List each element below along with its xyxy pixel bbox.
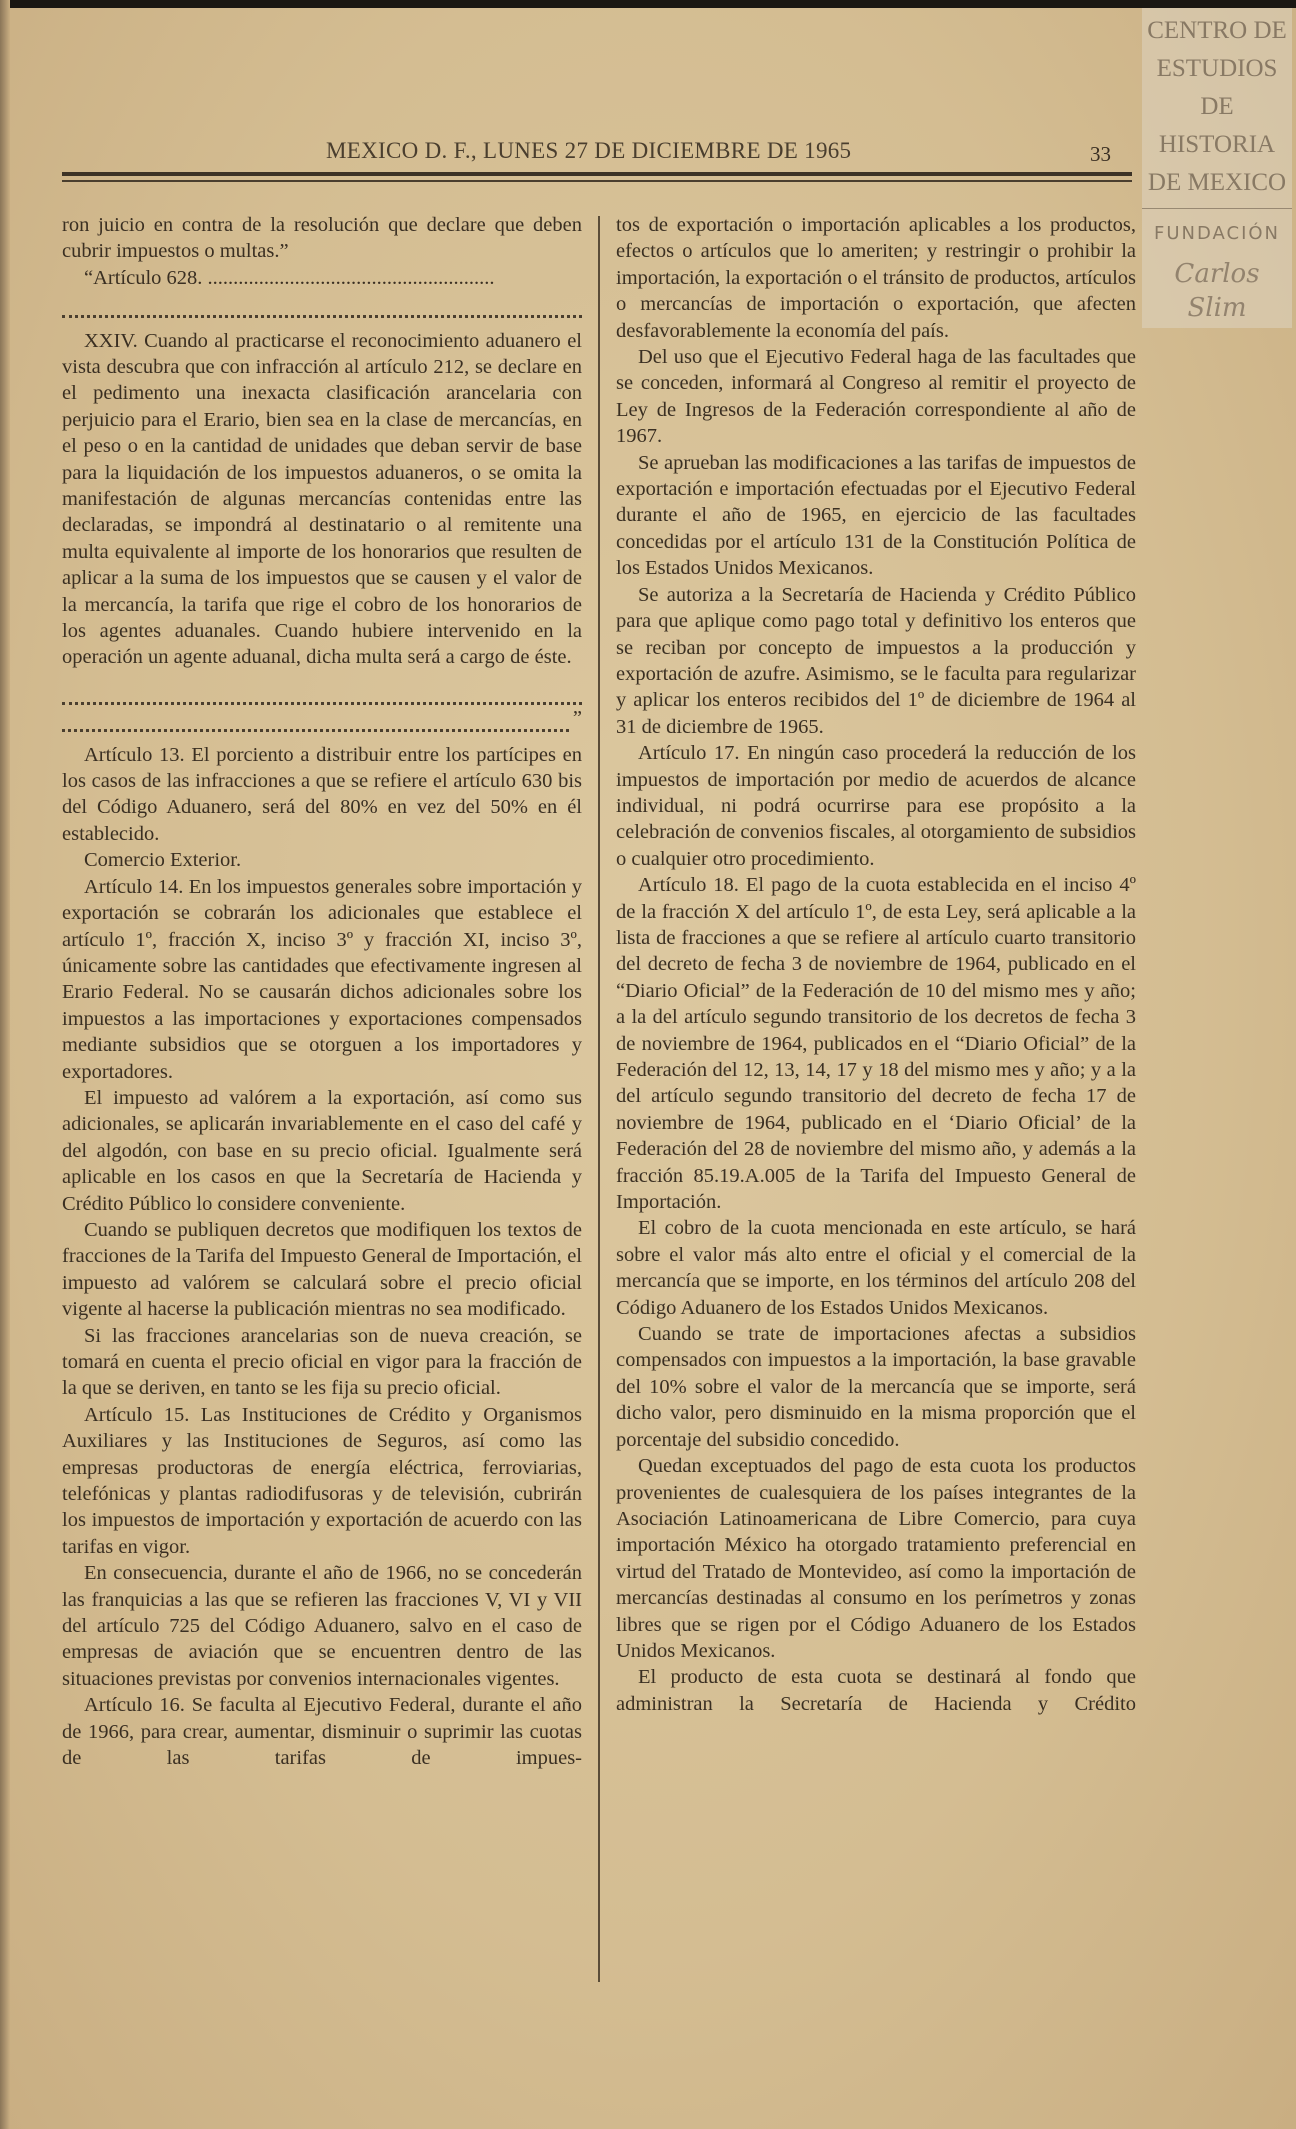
scan-left-edge — [0, 0, 10, 2129]
paragraph: El producto de esta cuota se destinará al fondo que administran la Secretaría de Hacienda y Crédito — [616, 1666, 1136, 1715]
watermark-line: DE MEXICO — [1147, 169, 1287, 196]
page-number: 33 — [1090, 142, 1111, 166]
article-13: Artículo 13. El porciento a distribuir entre los partícipes en los casos de las infracciones a que se refiere el artículo 630 bis del Código Aduanero, será del 80% en vez del 50% en él establecido. — [62, 743, 582, 845]
paragraph: Cuando se publiquen decretos que modifiquen los textos de fracciones de la Tarifa del Impuesto General de Importación, el impuesto ad valórem se calculará sobre el precio oficial vigente al hacerse la publicación mientras no sea modificado. — [62, 1218, 582, 1321]
paragraph: Si las fracciones arancelarias son de nueva creación, se tomará en cuenta el precio oficial en vigor para la fracción de la que se deriven, en tanto se les fija su precio oficial. — [62, 1324, 582, 1400]
archive-watermark — [1142, 8, 1292, 328]
dotted-fill — [62, 705, 569, 731]
paragraph: Cuando se trate de importaciones afectas a subsidios compensados con impuestos a la importación, la base gravable del 10% sobre el valor de la mercancía que se importe, será dicho valor, pero disminuido en la misma proporción que el porcentaje del subsidio concedido. — [616, 1323, 1136, 1451]
right-column — [616, 212, 1136, 1717]
page-header-dateline: MEXICO D. F., LUNES 27 DE DICIEMBRE DE 1965 — [326, 138, 852, 163]
watermark-line: CENTRO DE — [1147, 17, 1287, 44]
article-16: Artículo 16. Se faculta al Ejecutivo Federal, durante el año de 1966, para crear, aumentar, disminuir o suprimir las cuotas de las tarifas de impues- — [62, 1694, 582, 1770]
paragraph: El impuesto ad valórem a la exportación, así como sus adicionales, se aplicarán invariablemente en el caso del café y del algodón, con base en su precio oficial. Igualmente será aplicable en los casos en que la Secretaría de Hacienda y Crédito Público lo considere conveniente. — [62, 1086, 582, 1215]
paragraph: Del uso que el Ejecutivo Federal haga de las facultades que se conceden, informará al Congreso al remitir el proyecto de Ley de Ingresos de la Federación correspondiente al año de 1967. — [616, 346, 1136, 448]
paragraph: Se autoriza a la Secretaría de Hacienda y Crédito Público para que aplique como pago total y definitivo los enteros que se reciban por concepto de impuestos a la producción y exportación de azufre. Asimismo, se le faculta para regularizar y aplicar los enteros recibidos del 1º de diciembre de 1964 al 31 de diciembre de 1965. — [616, 583, 1136, 738]
closing-quote: ” — [572, 707, 582, 730]
paragraph: Quedan exceptuados del pago de esta cuota los productos provenientes de cualesquiera de los países integrantes de la Asociación Latinoamericana de Libre Comercio, para cuya importación México ha otorgado tratamiento preferencial en virtud del Tratado de Montevideo, así como la importación de mercancías destinadas al consumo en los perímetros y zonas libres que se rigen por el Código Aduanero de los Estados Unidos Mexicanos. — [616, 1455, 1136, 1662]
article-15: Artículo 15. Las Instituciones de Crédito y Organismos Auxiliares y las Instituciones de Seguros, así como las empresas productoras de energía eléctrica, ferroviarias, telefónicas y plantas radiodifusoras y de televisión, cubrirán los impuestos de importación y exportación de acuerdo con las tarifas en vigor. — [62, 1403, 582, 1558]
dotted-separator — [62, 291, 582, 317]
watermark-rule — [1142, 208, 1292, 209]
scan-top-border — [0, 0, 1296, 8]
paragraph: En consecuencia, durante el año de 1966, no se concederán las franquicias a las que se refieren las fracciones V, VI y VII del artículo 725 del Código Aduanero, salvo en el caso de empresas de aviación que se encuentren dentro de las situaciones previstas por convenios internacionales vigentes. — [62, 1562, 582, 1690]
header-rule-thick — [62, 172, 1132, 176]
paragraph: El cobro de la cuota mencionada en este artículo, se hará sobre el valor más alto entre el oficial y el comercial de la mercancía que se importe, en los términos del artículo 208 del Código Aduanero de los Estados Unidos Mexicanos. — [616, 1217, 1136, 1319]
paragraph: tos de exportación o importación aplicables a los productos, efectos o artículos que lo ameriten; y restringir o prohibir la importación, la exportación o el tránsito de productos, artículos o mercancías de importación o exportación, que afecten desfavorablemente la economía del país. — [616, 214, 1136, 342]
article-14: Artículo 14. En los impuestos generales sobre importación y exportación se cobrarán los adicionales que establece el artículo 1º, fracción X, inciso 3º y fracción XI, inciso 3º, únicamente sobre las cantidades que efectivamente ingresen al Erario Federal. No se causarán dichos adicionales sobre los impuestos a las importaciones y exportaciones compensados mediante subsidios que se otorguen a los importadores y exportadores. — [62, 875, 582, 1083]
paragraph-xxiv: XXIV. Cuando al practicarse el reconocimiento aduanero el vista descubra que con infracción al artículo 212, se declare en el pedimento una inexacta clasificación arancelaria con perjuicio para el Erario, bien sea en la clase de mercancías, en el peso o en la cantidad de unidades que deban servir de base para la liquidación de los impuestos aduaneros, o se omita la manifestación de algunas mercancías contenidas entre las declaradas, se impondrá al destinatario o al remitente una multa equivalente al importe de los honorarios que resulten de aplicar a la suma de los impuestos que se causen y el valor de la mercancía, la tarifa que rige el cobro de los honorarios de los agentes aduanales. Cuando hubiere intervenido en la operación un agente aduanal, dicha multa será a cargo de éste. — [62, 329, 582, 669]
article-628-line: “Artículo 628. ........................................................ — [84, 266, 495, 289]
dotted-separator-closing — [62, 705, 582, 731]
column-divider — [598, 216, 600, 1982]
paragraph: Se aprueban las modificaciones a las tarifas de impuestos de exportación e importación efectuadas por el Ejecutivo Federal durante el año de 1965, en ejercicio de las facultades concedidas por el artículo 131 de la Constitución Política de los Estados Unidos Mexicanos. — [616, 451, 1136, 580]
watermark-signature: Carlos Slim — [1174, 259, 1260, 323]
article-17: Artículo 17. En ningún caso procederá la reducción de los impuestos de importación por medio de acuerdos de alcance individual, ni podrá ocurrirse para ese propósito a la celebración de convenios fiscales, al otorgamiento de subsidios o cualquier otro procedimiento. — [616, 742, 1136, 870]
section-heading-comercio-exterior: Comercio Exterior. — [84, 849, 242, 872]
paragraph: ron juicio en contra de la resolución que declare que deben cubrir impuestos o multas.” — [62, 214, 582, 263]
article-18: Artículo 18. El pago de la cuota establecida en el inciso 4º de la fracción X del artículo 1º, de esta Ley, será aplicable a la lista de fracciones a que se refiere al artículo cuarto transitorio del decreto de fecha 3 de noviembre de 1964, publicado en el “Diario Oficial” de la Federación de 10 del mismo mes y año; a la del artículo segundo transitorio de los decretos de fecha 3 de noviembre de 1964, publicados en el “Diario Oficial” de la Federación del 12, 13, 14, 17 y 18 del mismo mes y año; y a la del artículo segundo transitorio del decreto de fecha 17 de noviembre de 1964, publicado en el ‘Diario Oficial’ de la Federación del 28 de noviembre del mismo año, y además a la fracción 85.19.A.005 de la Tarifa del Impuesto General de Importación. — [616, 874, 1136, 1214]
watermark-line: ESTUDIOS — [1156, 55, 1278, 82]
header-rule-thin — [62, 180, 1132, 182]
left-column — [62, 212, 582, 1772]
dotted-separator — [62, 679, 582, 705]
watermark-line: DE HISTORIA — [1158, 93, 1276, 158]
watermark-foundation: FUNDACIÓN — [1153, 223, 1281, 244]
